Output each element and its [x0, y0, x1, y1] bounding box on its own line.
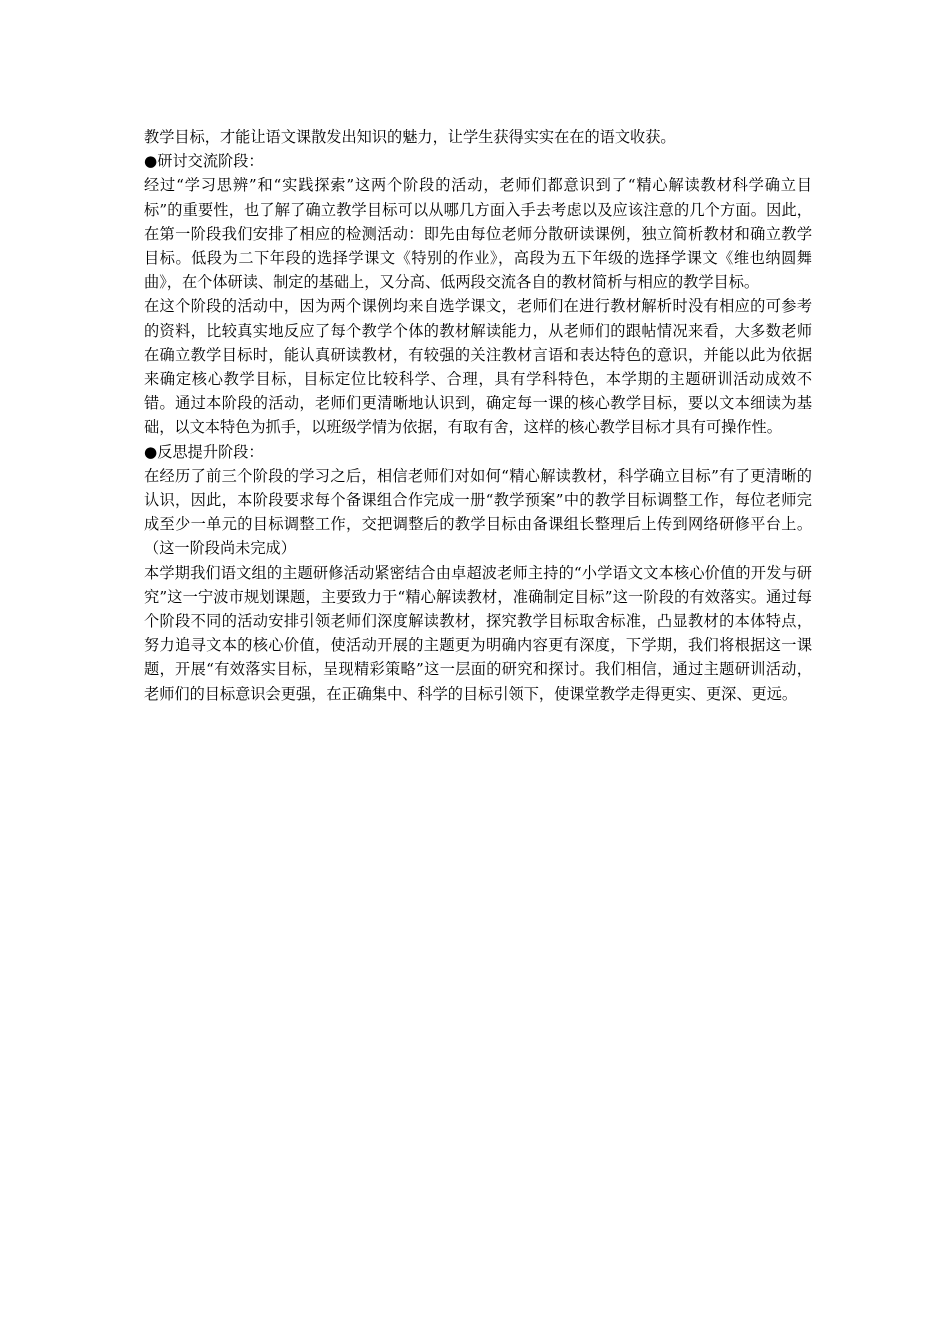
paragraph-discussion-stage: 经过“学习思辨”和“实践探索”这两个阶段的活动，老师们都意识到了“精心解读教材科学确立目标”的重要性，也了解了确立教学目标可以从哪几方面入手去考虑以及应该注意的几个方面。因此，在第一阶段我们安排了相应的检测活动：即先由每位老师分散研读课例，独立简析教材和确立教学目标。低段为二下年段的选择学课文《特别的作业》，高段为五下年级的选择学课文《维也纳圆舞曲》，在个体研读、制定的基础上，又分高、低两段交流各自的教材简析与相应的教学目标。	[144, 176, 812, 292]
section-heading-discussion-stage: ●研讨交流阶段：	[144, 152, 264, 171]
paragraph-reflection-stage: 在经历了前三个阶段的学习之后，相信老师们对如何“精心解读教材，科学确立目标”有了更清晰的认识，因此，本阶段要求每个备课组合作完成一册“教学预案”中的教学目标调整工作，每位老师完成至少一单元的目标调整工作，交把调整后的教学目标由备课组长整理后上传到网络研修平台上。（这一阶段尚未完成）	[144, 466, 812, 558]
section-heading-reflection-stage: ●反思提升阶段：	[144, 442, 264, 461]
paragraph-summary: 本学期我们语文组的主题研修活动紧密结合由卓超波老师主持的“小学语文文本核心价值的开发与研究”这一宁波市规划课题，主要致力于“精心解读教材，准确制定目标”这一阶段的有效落实。通过每个阶段不同的活动安排引领老师们深度解读教材，探究教学目标取舍标准，凸显教材的本体特点，努力追寻文本的核心价值，使活动开展的主题更为明确内容更有深度，下学期，我们将根据这一课题，开展“有效落实目标，呈现精彩策略”这一层面的研究和探讨。我们相信，通过主题研训活动，老师们的目标意识会更强，在正确集中、科学的目标引领下，使课堂教学走得更实、更深、更远。	[144, 563, 812, 703]
document-body	[144, 125, 812, 706]
paragraph-intro-continuation: 教学目标，才能让语文课散发出知识的魅力，让学生获得实实在在的语文收获。	[144, 128, 676, 146]
paragraph-discussion-findings: 在这个阶段的活动中，因为两个课例均来自选学课文，老师们在进行教材解析时没有相应的可参考的资料，比较真实地反应了每个教学个体的教材解读能力，从老师们的跟帖情况来看，大多数老师在确立教学目标时，能认真研读教材，有较强的关注教材言语和表达特色的意识，并能以此为依据来确定核心教学目标，目标定位比较科学、合理，具有学科特色，本学期的主题研训活动成效不错。通过本阶段的活动，老师们更清晰地认识到，确定每一课的核心教学目标，要以文本细读为基础，以文本特色为抓手，以班级学情为依据，有取有舍，这样的核心教学目标才具有可操作性。	[144, 297, 812, 437]
